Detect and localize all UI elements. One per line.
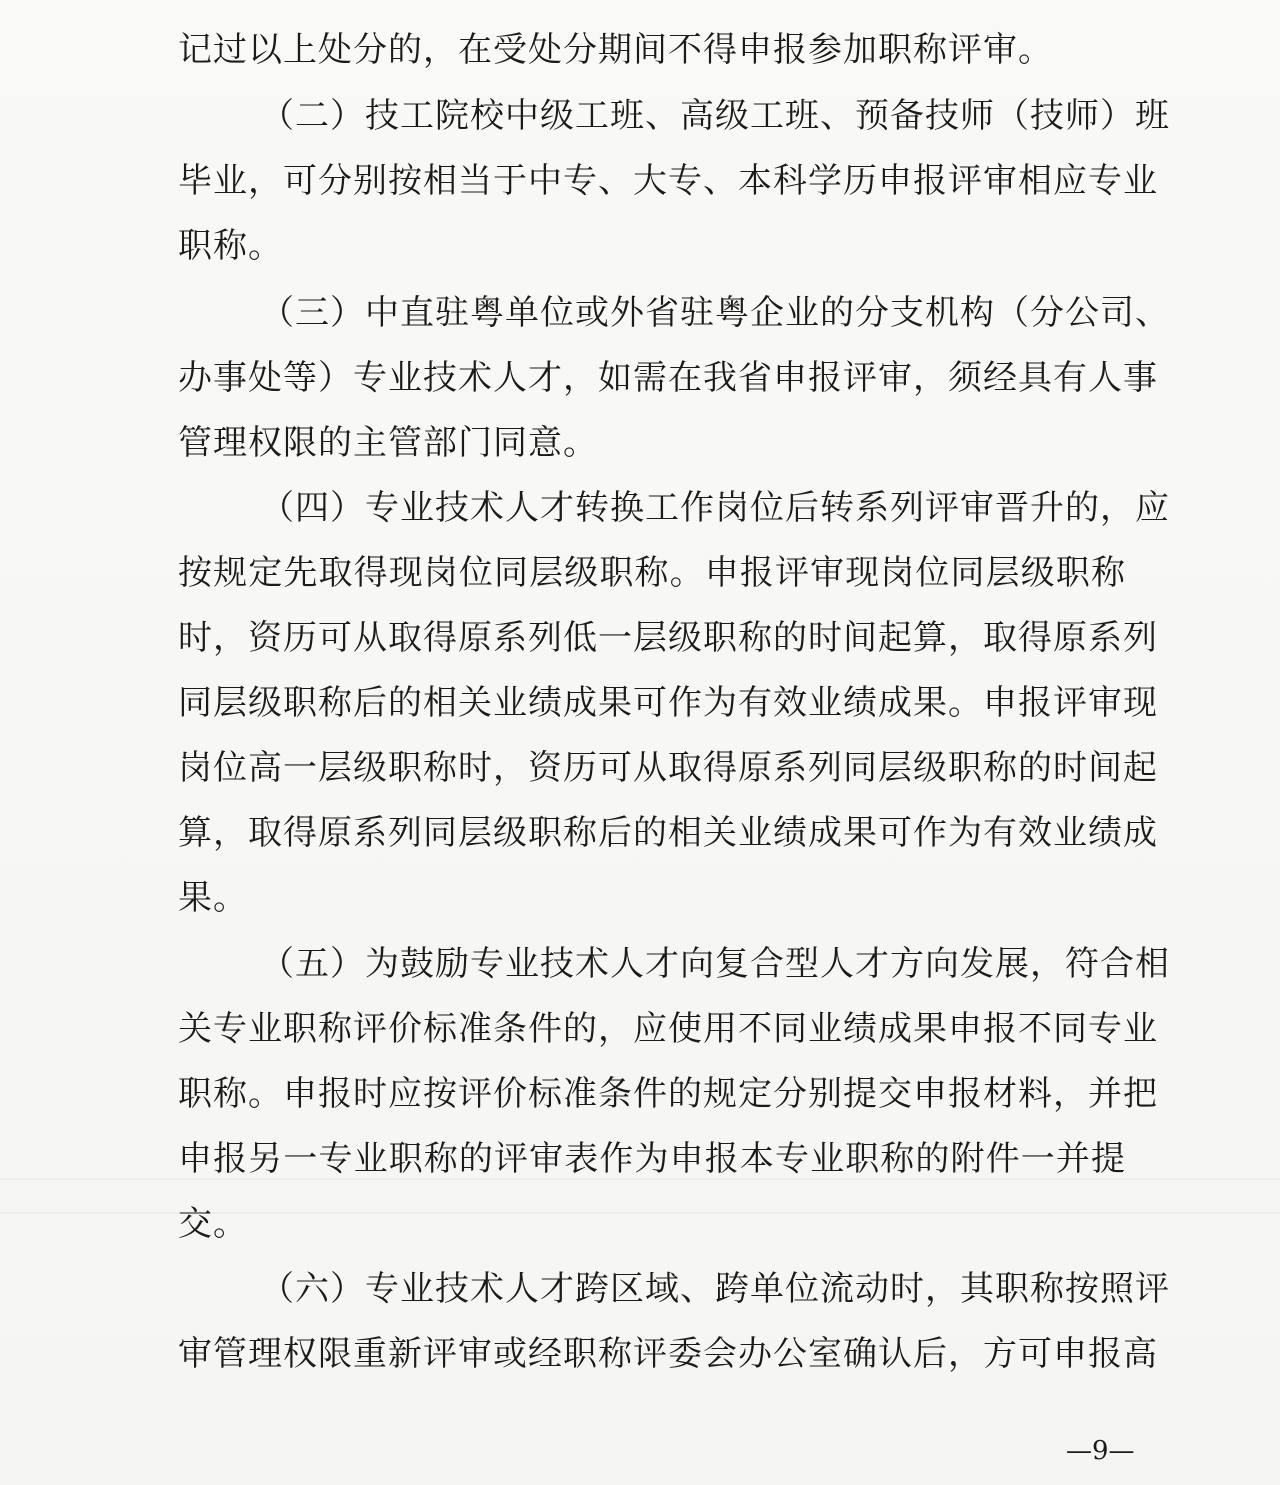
paragraph-line: 岗位高一层级职称时，资历可从取得原系列同层级职称的时间起	[178, 748, 1158, 788]
paragraph-line: （五）为鼓励专业技术人才向复合型人才方向发展，符合相	[260, 944, 1170, 984]
paragraph-line: 按规定先取得现岗位同层级职称。申报评审现岗位同层级职称	[178, 553, 1126, 593]
paragraph-line: 交。	[178, 1204, 248, 1244]
paragraph-line: 同层级职称后的相关业绩成果可作为有效业绩成果。申报评审现	[178, 683, 1158, 723]
paragraph-line: （三）中直驻粤单位或外省驻粤企业的分支机构（分公司、	[260, 293, 1170, 333]
paragraph-line: （六）专业技术人才跨区域、跨单位流动时，其职称按照评	[260, 1269, 1170, 1309]
paragraph-line: 办事处等）专业技术人才，如需在我省申报评审，须经具有人事	[178, 358, 1158, 398]
paragraph-line: （二）技工院校中级工班、高级工班、预备技师（技师）班	[260, 96, 1170, 136]
paragraph-line: 果。	[178, 878, 248, 918]
paragraph-line: 审管理权限重新评审或经职称评委会办公室确认后，方可申报高	[178, 1334, 1158, 1374]
paragraph-line: （四）专业技术人才转换工作岗位后转系列评审晋升的，应	[260, 488, 1170, 528]
paragraph-line: 时，资历可从取得原系列低一层级职称的时间起算，取得原系列	[178, 618, 1158, 658]
paragraph-line: 毕业，可分别按相当于中专、大专、本科学历申报评审相应专业	[178, 161, 1158, 201]
paragraph-line: 管理权限的主管部门同意。	[178, 423, 598, 463]
paragraph-line: 职称。申报时应按评价标准条件的规定分别提交申报材料，并把	[178, 1074, 1158, 1114]
paragraph-line: 记过以上处分的，在受处分期间不得申报参加职称评审。	[178, 30, 1053, 70]
paragraph-line: 申报另一专业职称的评审表作为申报本专业职称的附件一并提	[178, 1139, 1126, 1179]
paragraph-line: 职称。	[178, 226, 283, 266]
paragraph-line: 算，取得原系列同层级职称后的相关业绩成果可作为有效业绩成	[178, 813, 1158, 853]
page-number: —9—	[1066, 1436, 1135, 1466]
paragraph-line: 关专业职称评价标准条件的，应使用不同业绩成果申报不同专业	[178, 1009, 1158, 1049]
